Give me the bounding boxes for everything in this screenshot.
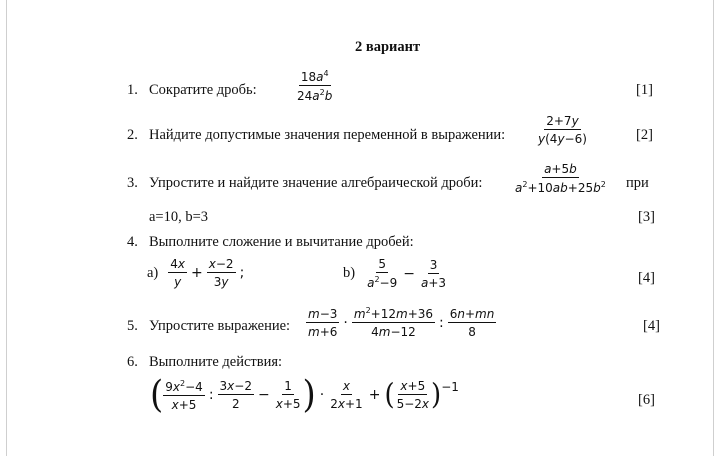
task-5-number: 5.: [127, 318, 138, 334]
task-6-number: 6.: [127, 354, 138, 370]
task-4b-label: b): [343, 265, 356, 281]
task-4-mark: [4]: [638, 270, 655, 286]
task-5-expression: $\frac{m-3}{m+6}$ · $\frac{m^2+12m+36}{4m-12}$ : $\frac{6n+mn}{8}$: [308, 306, 495, 339]
task-3-suffix: при: [626, 175, 649, 191]
task-2-expression: $\frac{2+7y}{y(4y-6)}$: [538, 114, 587, 146]
task-4-text: Выполните сложение и вычитание дробей:: [149, 234, 414, 250]
task-4-number: 4.: [127, 234, 138, 250]
page-title: 2 вариант: [355, 39, 421, 55]
task-5-mark: [4]: [643, 318, 660, 334]
task-6-text: Выполните действия:: [149, 354, 283, 370]
task-5-text: Упростите выражение:: [149, 318, 291, 334]
task-4a-label: a): [147, 264, 159, 281]
task-1-mark: [1]: [636, 82, 653, 98]
task-2-text: Найдите допустимые значения переменной в выражении:: [149, 127, 506, 143]
task-1-expression: $\frac{18a^4}{24a^2b}$: [297, 69, 333, 103]
task-6-mark: [6]: [638, 392, 655, 408]
task-3-expression: $\frac{a+5b}{a^2+10ab+25b^2}$: [515, 162, 606, 195]
task-1-text: Сократите дробь:: [149, 82, 257, 98]
task-3-text: Упростите и найдите значение алгебраической дроби:: [149, 175, 483, 191]
task-4a-expression: a) $\frac{4x}{y}$ + $\frac{x-2}{3y}$ ;: [147, 257, 245, 289]
task-3-mark: [3]: [638, 209, 655, 225]
task-2-number: 2.: [127, 127, 138, 143]
task-2-mark: [2]: [636, 127, 653, 143]
task-1-number: 1.: [127, 82, 138, 98]
task-3-number: 3.: [127, 175, 138, 191]
task-6-expression: ( $\frac{9x^2-4}{x+5}$ : $\frac{3x-2}{2}$ − $\frac{1}{x+5}$ ) · $\frac{x}{2x+1}$ + ( $\frac{x+5}{5-2x}$ ) −1: [150, 373, 459, 417]
task-3-values: a=10, b=3: [149, 209, 209, 225]
task-4b-expression: b) $\frac{5}{a^2-9}$ − $\frac{3}{a+3}$: [343, 257, 447, 290]
